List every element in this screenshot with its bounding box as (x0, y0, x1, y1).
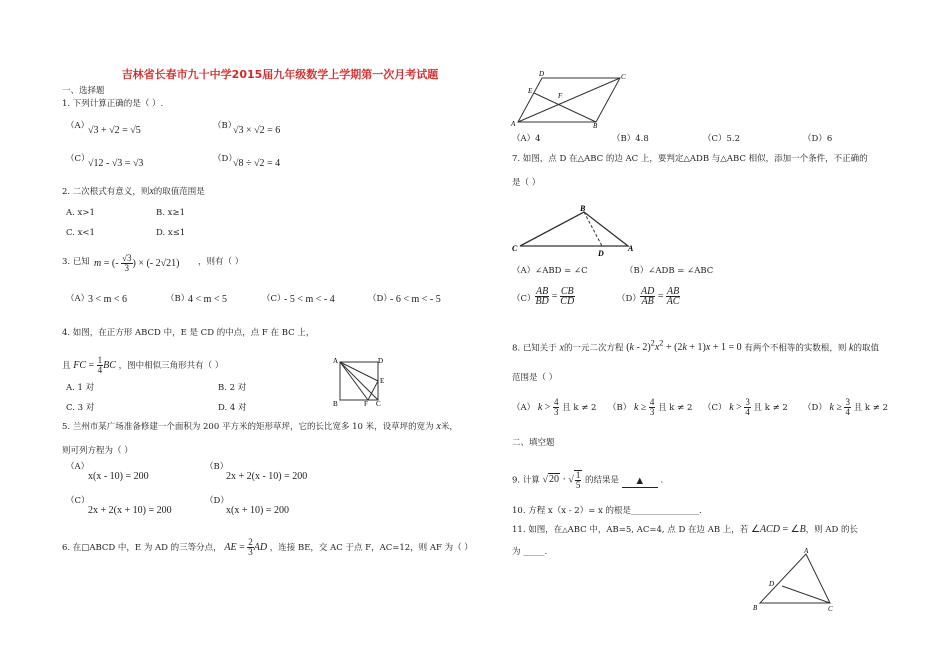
q1-option-d-label: （D） (213, 154, 237, 164)
q9-stem-post: 的结果是 (585, 475, 620, 486)
q3-formula: m = (- $\frac{√3}{3}$ ) × (- 2√21) (94, 253, 180, 273)
q6-condition: AE = $\frac{2}{3}$ AD (224, 537, 268, 557)
q7-option-b: （B）∠ADB = ∠ABC (625, 266, 714, 276)
q6-label-b: B (593, 122, 598, 128)
q4-option-c: C. 3 对 (66, 403, 95, 413)
q8-stem-mid: 的一元二次方程 (563, 343, 624, 354)
q11-stem-post: ，则 AD 的长 (805, 525, 859, 535)
q11-stem (512, 524, 858, 536)
q9-stem-pre: 9. 计算 (512, 475, 540, 486)
q3-stem-post: ，则有（ ） (198, 257, 244, 267)
q8-stem-post: 有两个不相等的实数根，则 (744, 343, 847, 354)
q6-label-e: E (528, 87, 533, 95)
q11-label-b: B (753, 604, 758, 612)
q7-stem2: 是（ ） (512, 178, 541, 188)
page-title: 吉林省长春市九十中学2015届九年级数学上学期第一次月考试题 (121, 68, 439, 81)
q11-stem-mid: ABC 中，AB=5, AC=4, 点 D 在边 AB 上，若 (567, 525, 749, 535)
q7-option-c-label: （C） (512, 294, 536, 304)
q3-option-c-expr: - 5 < m < - 4 (284, 294, 335, 305)
q1-option-a-expr: √3 + √2 = √5 (88, 125, 141, 136)
q4-option-b: B. 2 对 (218, 383, 247, 393)
q9-end: . (660, 475, 664, 486)
q6-stem-pre: 6. 在□ABCD 中，E 为 AD 的三等分点， (62, 543, 222, 553)
q6-option-d: （D）6 (803, 134, 833, 144)
q6-option-c: （C）5.2 (703, 134, 741, 144)
q8-option-c-label: （C） (703, 403, 727, 413)
q8-option-d-label: （D） (803, 403, 827, 413)
q8-option-b-expr: k ≥ $\frac{4}{3}$ (633, 397, 655, 417)
q5-stem2: 则可列方程为（ ） (62, 446, 133, 456)
q6-parallelogram-figure (508, 68, 628, 128)
q8-option-b (608, 398, 692, 417)
q11-triangle-figure (752, 548, 842, 612)
q5-option-a-expr: x(x - 10) = 200 (88, 471, 149, 482)
q7-triangle-figure (510, 202, 640, 258)
q2-option-c: C. x<1 (66, 228, 95, 238)
q7-stem: 7. 如图，点 D 在△ABC 的边 AC 上，要判定△ADB 与△ABC 相似，添加一个条件，不正确的 (512, 154, 868, 164)
q7-label-b: B (580, 204, 586, 213)
q5-option-a-label: （A） (66, 462, 90, 472)
q8-option-d-suffix: 且 k ≠ 2 (853, 403, 888, 413)
q5-stem-main: 5. 兰州市某广场准备修建一个面积为 200 平方米的矩形草坪，它的长比宽多 10 米，设草坪的宽为 (62, 422, 434, 432)
q8-option-d-expr: k ≥ $\frac{3}{4}$ (829, 397, 850, 417)
q6-option-b: （B）4.8 (612, 134, 649, 144)
q8-option-a-suffix: 且 k ≠ 2 (562, 403, 597, 413)
q4-label-c: C (376, 400, 381, 408)
q8-stem-end: 的取值 (853, 343, 879, 354)
q4-condition: FC = $\frac{1}{4}$ BC (73, 355, 116, 375)
q2-option-a: A. x>1 (66, 208, 95, 218)
q1-option-b-label: （B） (213, 121, 237, 131)
q5-option-c-label: （C） (66, 496, 90, 506)
q2-option-d: D. x≤1 (156, 228, 186, 238)
q2-stem-post: 的取值范围是 (153, 187, 205, 197)
q6-label-f: F (558, 92, 563, 100)
q1-option-a-label: （A） (66, 121, 90, 131)
q9-answer-marker: ▲ (636, 475, 644, 486)
q10-stem: 10. 方程 x（x - 2）= x 的根是________________. (512, 506, 702, 516)
q8-equation: $(k - 2)^2x^2 + (2k + 1)x + 1 = 0$ (626, 339, 742, 354)
q3-option-d-label: （D） (368, 294, 392, 304)
q7-label-d: D (598, 249, 604, 258)
q8-variable-k: k (849, 342, 854, 354)
q7-option-d-label: （D） (617, 294, 641, 304)
q3-option-c-label: （C） (262, 294, 286, 304)
q6-label-d: D (539, 70, 545, 78)
q1-option-b-expr: √3 × √2 = 6 (233, 125, 281, 136)
q4-label-e: E (380, 377, 385, 385)
q2-option-b: B. x≥1 (156, 208, 185, 218)
q5-option-d-expr: x(x + 10) = 200 (226, 505, 289, 516)
q6-stem (62, 538, 473, 557)
q8-option-a (512, 398, 596, 417)
q2-variable: x (149, 186, 154, 197)
q4-stem: 4. 如图，在正方形 ABCD 中，E 是 CD 的中点，点 F 在 BC 上， (62, 328, 315, 338)
q6-label-a: A (511, 120, 516, 128)
q8-stem2: 范围是（ ） (512, 373, 558, 383)
q4-option-d: D. 4 对 (218, 403, 247, 413)
q3-option-d-expr: - 6 < m < - 5 (390, 294, 441, 305)
q8-option-d (803, 398, 888, 417)
q4-stem2 (62, 356, 223, 375)
q4-label-d: D (378, 357, 384, 365)
q8-option-a-expr: k > $\frac{4}{3}$ (537, 397, 559, 417)
section-fill-heading: 二、填空题 (512, 438, 555, 448)
q5-option-b-expr: 2x + 2(x - 10) = 200 (226, 471, 308, 482)
q3-option-a-label: （A） (66, 294, 90, 304)
q9-expression: √20 · √ $\frac{1}{5}$ (542, 470, 581, 490)
q9-answer-blank[interactable] (622, 476, 658, 488)
q6-stem-post: ，连接 BE，交 AC 于点 F，AC=12，则 AF 为（ ） (269, 543, 473, 553)
q8-option-c-suffix: 且 k ≠ 2 (753, 403, 788, 413)
q5-stem-end: 米， (440, 422, 458, 432)
q4-square-figure (330, 354, 390, 408)
q8-option-b-suffix: 且 k ≠ 2 (658, 403, 693, 413)
q7-option-c-expr: $\frac{AB}{BD}$ = $\frac{CB}{CD}$ (535, 286, 575, 307)
q11-triangle-symbol: △ (562, 526, 568, 534)
section-choice-heading: 一、选择题 (62, 86, 105, 96)
q6-label-c: C (621, 73, 626, 81)
q11-label-c: C (828, 605, 833, 612)
q2-stem (62, 186, 205, 198)
q11-label-a: A (804, 548, 809, 555)
q4-label-f: F (364, 400, 368, 408)
q11-label-d: D (769, 580, 775, 588)
q8-stem-pre: 8. 已知关于 (512, 343, 557, 354)
q4-label-b: B (333, 400, 338, 408)
q5-stem (62, 421, 458, 433)
q7-label-a: A (628, 244, 634, 253)
q11-stem2: 为 _____. (512, 547, 548, 557)
q5-option-d-label: （D） (205, 496, 229, 506)
q3-option-a-expr: 3 < m < 6 (88, 294, 128, 305)
q11-condition: ∠ACD = ∠B (750, 524, 806, 535)
q5-option-c-expr: 2x + 2(x + 10) = 200 (88, 505, 172, 516)
q3-option-b-expr: 4 < m < 5 (188, 294, 228, 305)
q1-option-c-label: （C） (66, 154, 90, 164)
q4-stem2-post: ，图中相似三角形共有（ ） (118, 361, 224, 371)
q4-label-a: A (333, 357, 339, 365)
q7-option-d-expr: $\frac{AD}{AB}$ = $\frac{AB}{AC}$ (641, 286, 680, 307)
q1-stem: 1. 下列计算正确的是（ ）. (62, 99, 164, 109)
q5-variable: x (436, 421, 441, 432)
q8-option-b-label: （B） (608, 403, 632, 413)
q8-option-c (703, 398, 788, 417)
q6-option-a: （A）4 (512, 134, 541, 144)
q11-stem-pre: 11. 如图，在 (512, 525, 563, 535)
q1-option-c-expr: √12 - √3 = √3 (88, 158, 144, 169)
q8-option-c-expr: k > $\frac{3}{4}$ (729, 397, 750, 417)
q3-option-b-label: （B） (166, 294, 190, 304)
q8-stem (512, 338, 879, 354)
q2-stem-pre: 2. 二次根式有意义，则 (62, 187, 150, 197)
q4-option-a: A. 1 对 (66, 383, 95, 393)
q7-option-a: （A）∠ABD = ∠C (512, 266, 588, 276)
q1-option-d-expr: √8 ÷ √2 = 4 (233, 158, 281, 169)
q5-option-b-label: （B） (205, 462, 229, 472)
q9-stem (512, 470, 663, 490)
q7-label-c: C (512, 244, 518, 253)
q8-option-a-label: （A） (512, 403, 536, 413)
q4-stem2-pre: 且 (62, 361, 71, 371)
q8-variable-x: x (559, 342, 564, 354)
q3-stem-pre: 3. 已知 (62, 257, 90, 267)
